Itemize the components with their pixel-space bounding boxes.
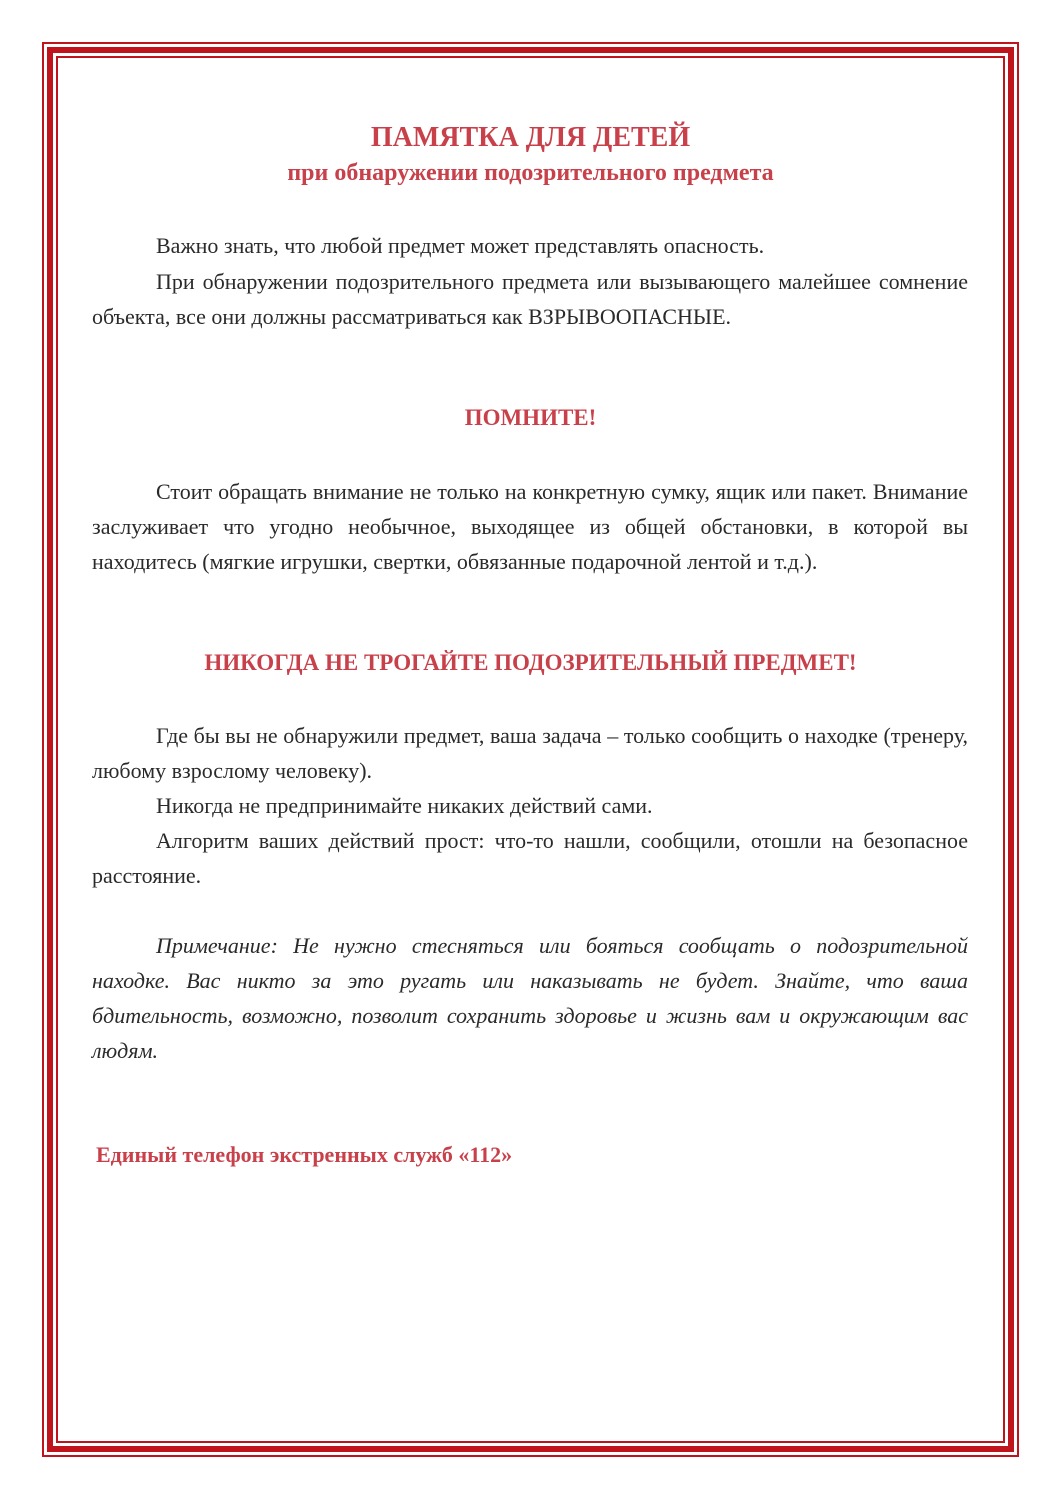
remember-heading: ПОМНИТЕ!	[464, 405, 597, 430]
intro-paragraph-2: При обнаружении подозрительного предмета или вызывающего малейшее сомнение объекта, все они должны рассматриваться как ВЗРЫВООПАСНЫЕ.	[92, 269, 968, 329]
intro-paragraph-1: Важно знать, что любой предмет может представлять опасность.	[156, 233, 765, 258]
never-paragraph-3: Алгоритм ваших действий прост: что-то нашли, сообщили, отошли на безопасное расстояние.	[92, 828, 968, 888]
document-title: ПАМЯТКА ДЛЯ ДЕТЕЙ	[370, 122, 691, 153]
never-paragraph-1: Где бы вы не обнаружили предмет, ваша задача – только сообщить о находке (тренеру, любому взрослому человеку).	[92, 723, 968, 783]
remember-paragraph: Стоит обращать внимание не только на конкретную сумку, ящик или пакет. Внимание заслуживает что угодно необычное, выходящее из общей обстановки, в которой вы находитесь (мягкие игрушки, свертки, обвязанные подарочной лентой и т.д.).	[92, 479, 968, 574]
note-paragraph: Примечание: Не нужно стесняться или бояться сообщать о подозрительной находке. Вас никто за это ругать или наказывать не будет. Знайте, что ваша бдительность, возможно, позволит сохранить здоровье и жизнь вам и окружающим вас людям.	[92, 933, 968, 1063]
never-paragraph-2: Никогда не предпринимайте никаких действий сами.	[156, 793, 653, 818]
never-touch-heading: НИКОГДА НЕ ТРОГАЙТЕ ПОДОЗРИТЕЛЬНЫЙ ПРЕДМЕТ!	[204, 650, 857, 675]
document-subtitle: при обнаружении подозрительного предмета	[287, 160, 774, 186]
emergency-phone: Единый телефон экстренных служб «112»	[96, 1142, 513, 1167]
